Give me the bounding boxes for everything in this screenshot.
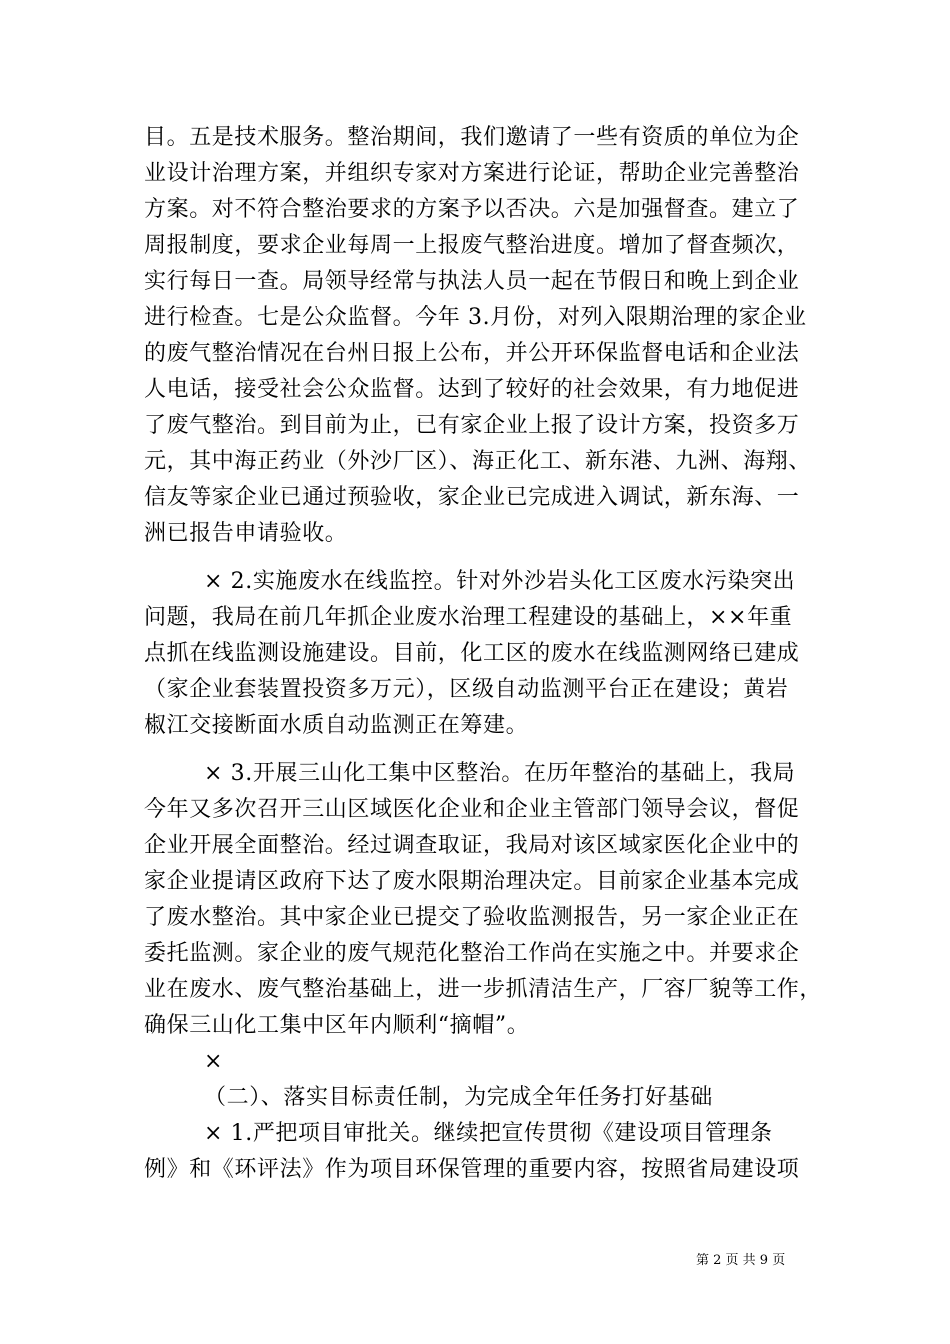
text-line: 了废气整治。到目前为止，已有家企业上报了设计方案，投资多万	[144, 413, 800, 438]
marker-line: ×	[204, 1049, 224, 1074]
text-line: 椒江交接断面水质自动监测正在筹建。	[144, 713, 529, 738]
text-line: 点抓在线监测设施建设。目前，化工区的废水在线监测网络已建成	[144, 641, 800, 666]
text-line: 目。五是技术服务。整治期间，我们邀请了一些有资质的单位为企	[144, 125, 800, 150]
text-line: 委托监测。家企业的废气规范化整治工作尚在实施之中。并要求企	[144, 941, 800, 966]
text-line: 确保三山化工集中区年内顺利“摘帽”。	[144, 1013, 530, 1038]
text-line: 实行每日一查。局领导经常与执法人员一起在节假日和晚上到企业	[144, 269, 800, 294]
text-line: 周报制度，要求企业每周一上报废气整治进度。增加了督查频次，	[144, 233, 800, 258]
section-heading-line: × 3.开展三山化工集中区整治。在历年整治的基础上，我局	[204, 761, 796, 786]
text-line: 企业开展全面整治。经过调查取证，我局对该区域家医化企业中的	[144, 833, 800, 858]
text-line: 业设计治理方案，并组织专家对方案进行论证，帮助企业完善整治	[144, 161, 800, 186]
text-line: 方案。对不符合整治要求的方案予以否决。六是加强督查。建立了	[144, 197, 800, 222]
text-line: 家企业提请区政府下达了废水限期治理决定。目前家企业基本完成	[144, 869, 800, 894]
text-line: 洲已报告申请验收。	[144, 521, 348, 546]
subsection-heading: （二）、落实目标责任制，为完成全年任务打好基础	[204, 1085, 713, 1110]
text-line: （家企业套装置投资多万元），区级自动监测平台正在建设；黄岩	[144, 677, 789, 702]
text-line: 业在废水、废气整治基础上，进一步抓清洁生产，厂容厂貌等工作，	[144, 977, 823, 1002]
text-line: 问题，我局在前几年抓企业废水治理工程建设的基础上，××年重	[144, 605, 793, 630]
text-line: 例》和《环评法》作为项目环保管理的重要内容，按照省局建设项	[144, 1157, 800, 1182]
text-line: 的废气整治情况在台州日报上公布，并公开环保监督电话和企业法	[144, 341, 800, 366]
text-line: 信友等家企业已通过预验收，家企业已完成进入调试，新东海、一	[144, 485, 800, 510]
text-line: 进行检查。七是公众监督。今年 3.月份，对列入限期治理的家企业	[144, 305, 807, 330]
section-heading-line: × 1.严把项目审批关。继续把宣传贯彻《建设项目管理条	[204, 1121, 773, 1146]
text-line: 今年又多次召开三山区域医化企业和企业主管部门领导会议，督促	[144, 797, 800, 822]
text-line: 元，其中海正药业（外沙厂区）、海正化工、新东港、九洲、海翔、	[144, 449, 812, 474]
section-heading-line: × 2.实施废水在线监控。针对外沙岩头化工区废水污染突出	[204, 569, 796, 594]
text-line: 人电话，接受社会公众监督。达到了较好的社会效果，有力地促进	[144, 377, 800, 402]
page-number: 第 2 页 共 9 页	[696, 1253, 786, 1268]
text-line: 了废水整治。其中家企业已提交了验收监测报告，另一家企业正在	[144, 905, 800, 930]
